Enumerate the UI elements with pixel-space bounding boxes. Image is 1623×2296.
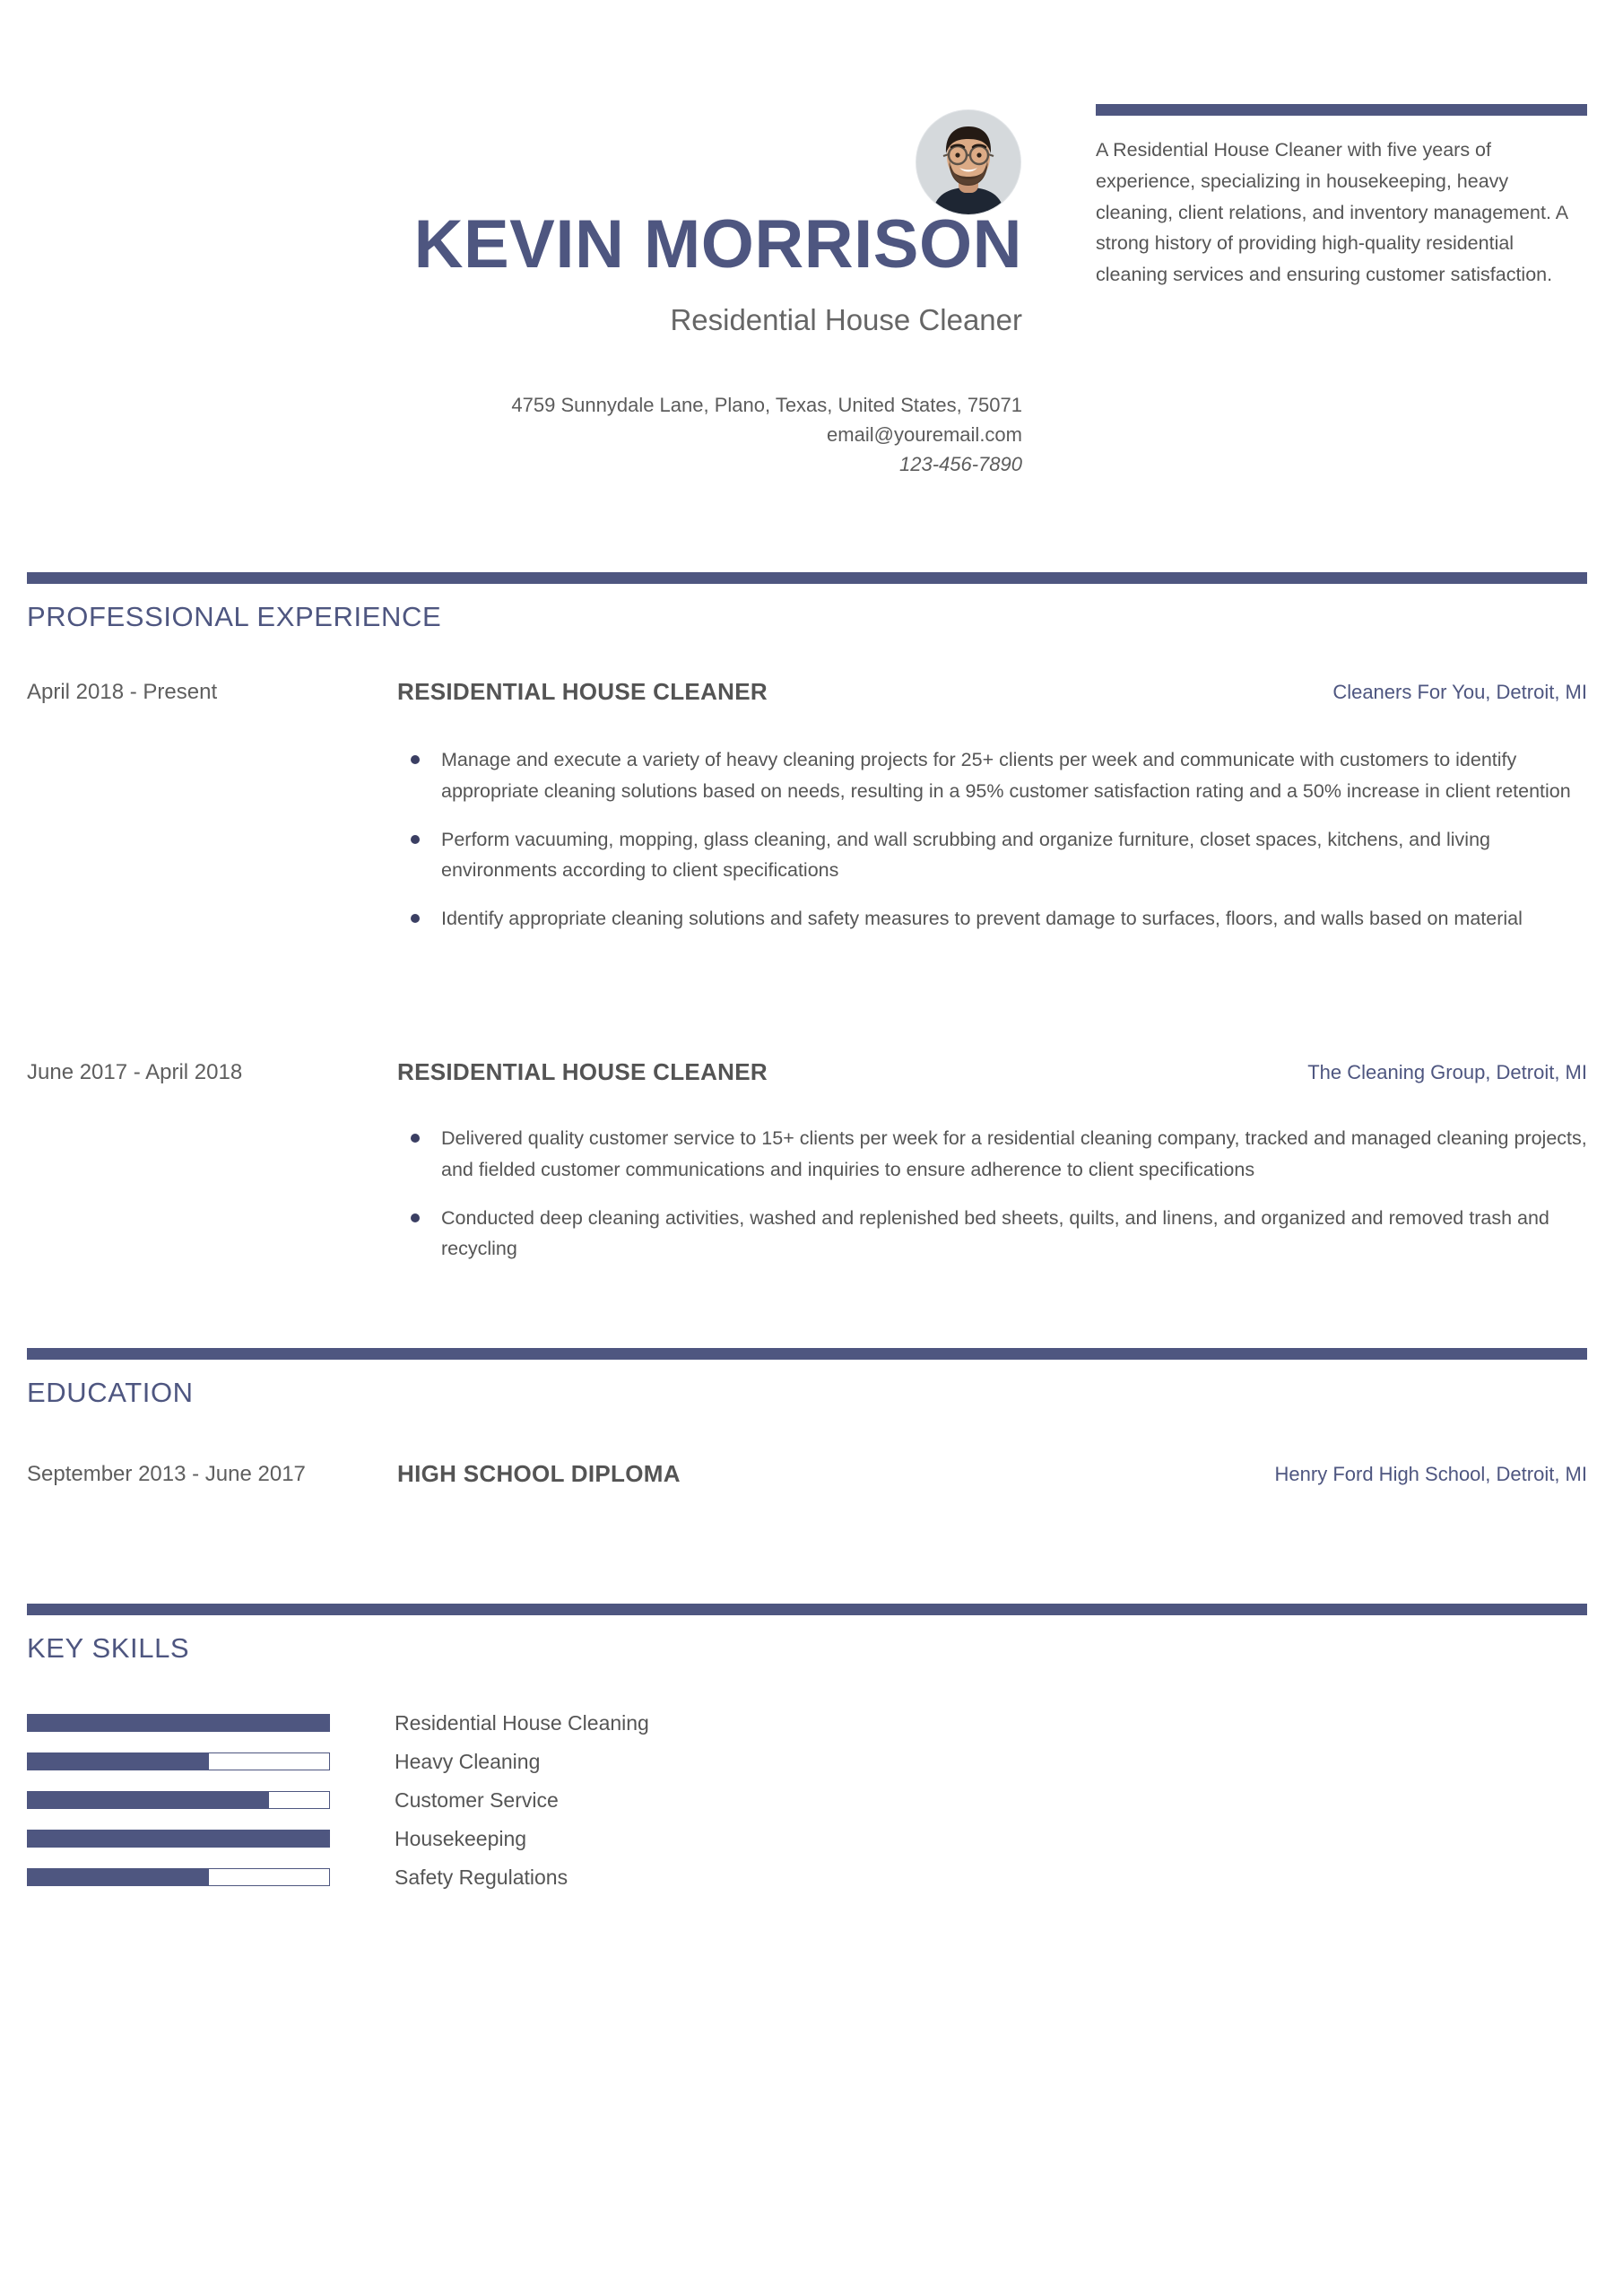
skill-row [0, 1822, 1623, 1861]
skill-label: Housekeeping [395, 1827, 527, 1850]
skill-row [0, 1745, 1623, 1784]
experience-dates: June 2017 - April 2018 [27, 1060, 243, 1084]
skill-label: Heavy Cleaning [395, 1750, 541, 1773]
skill-progress-track [27, 1868, 330, 1886]
section-title-skills: KEY SKILLS [27, 1632, 190, 1664]
skill-progress-fill [28, 1831, 329, 1847]
list-item: Perform vacuuming, mopping, glass cleaning, and wall scrubbing and organize furniture, closet spaces, kitchens, and living environments according to client specifications [408, 824, 1587, 887]
skill-progress-track [27, 1830, 330, 1848]
education-degree: HIGH SCHOOL DIPLOMA [397, 1460, 681, 1487]
list-item: Conducted deep cleaning activities, washed and replenished bed sheets, quilts, and linens, and organized and removed trash and recycling [408, 1203, 1587, 1265]
summary-block [1096, 104, 1587, 291]
experience-organization: The Cleaning Group, Detroit, MI [1307, 1061, 1587, 1083]
divider-education [27, 1348, 1587, 1360]
experience-bullets [408, 1123, 1587, 1282]
list-item: Delivered quality customer service to 15+ clients per week for a residential cleaning company, tracked and managed cleaning projects, and fielded customer communications and inquiries to ensure adherence to client specifications [408, 1123, 1587, 1186]
summary-accent-bar [1096, 104, 1587, 116]
education-dates: September 2013 - June 2017 [27, 1462, 306, 1486]
list-item: Identify appropriate cleaning solutions and safety measures to prevent damage to surfaces, floors, and walls based on material [408, 903, 1587, 935]
divider-skills [27, 1604, 1587, 1615]
skill-progress-track [27, 1714, 330, 1732]
education-entry-header [27, 1460, 1587, 1541]
skill-progress-fill [28, 1715, 329, 1731]
experience-organization: Cleaners For You, Detroit, MI [1332, 681, 1587, 703]
skill-label: Residential House Cleaning [395, 1711, 649, 1735]
education-organization: Henry Ford High School, Detroit, MI [1274, 1463, 1587, 1485]
skill-row [0, 1861, 1623, 1900]
experience-job-title: RESIDENTIAL HOUSE CLEANER [397, 678, 768, 705]
summary-text: A Residential House Cleaner with five years of experience, specializing in housekeeping, heavy cleaning, client relations, and inventory management. A strong history of providing high-quality residential cleaning services and ensuring customer satisfaction. [1096, 139, 1567, 286]
skill-progress-fill [28, 1792, 269, 1808]
contact-email[interactable]: email@youremail.com [827, 422, 1022, 446]
experience-dates: April 2018 - Present [27, 680, 218, 704]
page-title: KEVIN MORRISON [413, 206, 1022, 283]
divider-experience [27, 572, 1587, 584]
section-title-experience: PROFESSIONAL EXPERIENCE [27, 601, 442, 632]
header-job-title: Residential House Cleaner [670, 303, 1022, 336]
experience-entry-header [27, 678, 1587, 714]
skill-row [0, 1707, 1623, 1745]
skill-row [0, 1784, 1623, 1822]
skill-label: Safety Regulations [395, 1866, 568, 1889]
header-identity-block [269, 99, 1022, 479]
skill-progress-fill [28, 1869, 209, 1885]
section-title-education: EDUCATION [27, 1377, 194, 1408]
experience-entry-header [27, 1058, 1587, 1094]
skill-progress-track [27, 1791, 330, 1809]
contact-block [269, 390, 1022, 479]
skill-progress-fill [28, 1753, 209, 1770]
skill-label: Customer Service [395, 1788, 559, 1812]
experience-job-title: RESIDENTIAL HOUSE CLEANER [397, 1058, 768, 1085]
experience-bullets [408, 744, 1587, 952]
resume-header [0, 0, 1623, 556]
contact-phone[interactable]: 123-456-7890 [898, 452, 1022, 475]
skill-progress-track [27, 1752, 330, 1770]
list-item: Manage and execute a variety of heavy cleaning projects for 25+ clients per week and communicate with customers to identify appropriate cleaning solutions based on needs, resulting in a 95% customer satisfaction rating and a 50% increase in client retention [408, 744, 1587, 807]
contact-address: 4759 Sunnydale Lane, Plano, Texas, United States, 75071 [511, 393, 1022, 416]
skills-list [0, 1707, 1623, 1900]
